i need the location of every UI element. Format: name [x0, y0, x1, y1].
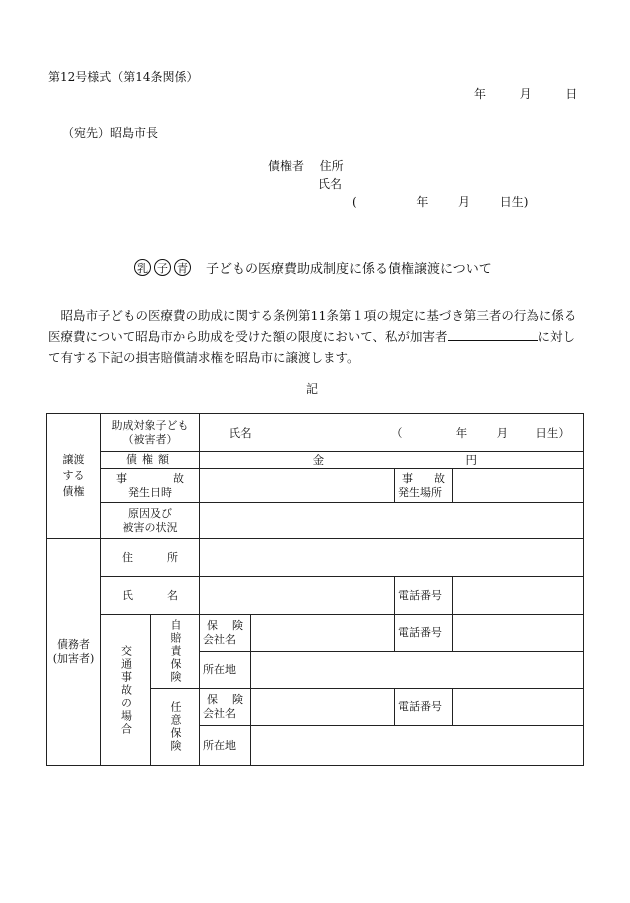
- body-part1: 昭島市子どもの医療費の助成に関する条例第11条第１項の規定に基づき第三者の行為に係る医療費について昭島市から助成を受けた額の限度において、私が加害者: [48, 308, 577, 344]
- compulsory-insurer-label: [200, 615, 251, 652]
- debtor-name-label: [101, 577, 200, 615]
- submission-date: [474, 85, 577, 102]
- child-label: [101, 414, 200, 452]
- date-month: 月: [519, 87, 532, 101]
- voluntary-phone-value[interactable]: [453, 689, 584, 726]
- section-debtor: [47, 539, 101, 766]
- debtor-address-a: 住: [122, 550, 133, 564]
- voluntary-insurance-label: [151, 689, 200, 766]
- badge-sei: 青: [174, 259, 191, 276]
- accident-place-label: [395, 469, 453, 503]
- voluntary-location-value[interactable]: [251, 726, 584, 766]
- voluntary-insurer-label: [200, 689, 251, 726]
- child-name-cell[interactable]: [200, 414, 584, 452]
- compulsory-label-text: 自賠責保険: [169, 619, 182, 684]
- cause-line1: 原因及び: [128, 506, 172, 520]
- date-day: 日: [565, 87, 578, 101]
- child-birth-open: （: [390, 425, 403, 440]
- compulsory-insurer-value[interactable]: [251, 615, 395, 652]
- accident-date-line2: 発生日時: [128, 485, 172, 499]
- amount-label-cell: [101, 452, 200, 469]
- compulsory-insurer-b: 険: [232, 619, 243, 632]
- debtor-phone-label: 電話番号: [395, 577, 453, 615]
- voluntary-label-text: 任意保険: [169, 701, 182, 753]
- accident-place-b: 故: [434, 471, 445, 485]
- body-paragraph: [48, 305, 582, 368]
- child-birth-year: 年: [455, 425, 468, 440]
- creditor-address-label[interactable]: 住所: [319, 159, 344, 173]
- badge-nyu: 乳: [134, 259, 151, 276]
- creditor-birth-day: 日生): [499, 195, 529, 209]
- accident-date-b: 故: [173, 471, 184, 485]
- traffic-label-text: 交通事故の場合: [119, 644, 133, 736]
- accident-date-label: [101, 469, 200, 503]
- form-number: 第12号様式（第14条関係）: [48, 70, 199, 84]
- debtor-address-value[interactable]: [200, 539, 584, 577]
- accident-place-a: 事: [402, 471, 413, 485]
- voluntary-phone-label: 電話番号: [395, 689, 453, 726]
- debtor-section-line1: 債務者: [57, 638, 90, 651]
- compulsory-location-value[interactable]: [251, 652, 584, 689]
- child-name-label: 氏名: [228, 425, 252, 440]
- accident-place-line2: 発生場所: [398, 485, 442, 499]
- badge-ko: 子: [154, 259, 171, 276]
- title-text: 子どもの医療費助成制度に係る債権譲渡について: [206, 262, 492, 277]
- compulsory-insurance-label: [151, 615, 200, 689]
- creditor-birth-year: 年: [416, 195, 429, 209]
- debtor-name-b: 名: [167, 588, 178, 602]
- debtor-address-b: 所: [167, 550, 178, 564]
- child-label-line1: 助成対象子ども: [111, 418, 189, 432]
- cause-line2: 被害の状況: [122, 520, 178, 534]
- debtor-phone-value[interactable]: [453, 577, 584, 615]
- amount-prefix: 金: [312, 453, 325, 467]
- section-transferred-claim: [47, 414, 101, 539]
- accident-date-a: 事: [116, 471, 127, 485]
- creditor-label: 債権者: [268, 159, 305, 173]
- body-part2: に対して有する下記の損害賠償請求権を昭島市に譲渡します。: [48, 329, 576, 365]
- compulsory-insurer-line2: 会社名: [203, 633, 236, 646]
- ki-label: 記: [306, 382, 319, 396]
- section1-label: 譲渡する債権: [62, 453, 85, 498]
- debtor-name-a: 氏: [122, 588, 133, 602]
- accident-place-value[interactable]: [453, 469, 584, 503]
- amount-label: 債権額: [126, 453, 174, 466]
- child-birth-day: 日生）: [535, 425, 570, 440]
- creditor-birth-month: 月: [458, 195, 471, 209]
- creditor-block: [268, 157, 528, 211]
- debtor-name-value[interactable]: [200, 577, 395, 615]
- compulsory-phone-label: 電話番号: [395, 615, 453, 652]
- compulsory-insurer-a: 保: [207, 619, 218, 632]
- perpetrator-blank[interactable]: [448, 326, 538, 341]
- compulsory-location-label: 所在地: [200, 652, 251, 689]
- debtor-section-line2: (加害者): [52, 652, 95, 665]
- voluntary-location-label: 所在地: [200, 726, 251, 766]
- accident-date-value[interactable]: [200, 469, 395, 503]
- traffic-accident-label: [101, 615, 151, 766]
- voluntary-insurer-a: 保: [207, 693, 218, 706]
- voluntary-insurer-b: 険: [232, 693, 243, 706]
- amount-cell[interactable]: [200, 452, 584, 469]
- addressee: （宛先）昭島市長: [62, 126, 159, 140]
- creditor-birth-open: (: [352, 195, 357, 209]
- creditor-name-label[interactable]: 氏名: [318, 177, 343, 191]
- voluntary-insurer-value[interactable]: [251, 689, 395, 726]
- compulsory-phone-value[interactable]: [453, 615, 584, 652]
- cause-label: [101, 503, 200, 539]
- child-birth-month: 月: [496, 425, 509, 440]
- amount-suffix: 円: [465, 453, 477, 467]
- debtor-address-label: [101, 539, 200, 577]
- claim-table: [46, 413, 584, 766]
- voluntary-insurer-line2: 会社名: [203, 707, 236, 720]
- child-label-line2: （被害者）: [122, 432, 178, 446]
- cause-value[interactable]: [200, 503, 584, 539]
- date-year: 年: [474, 87, 487, 101]
- document-title: [134, 258, 492, 277]
